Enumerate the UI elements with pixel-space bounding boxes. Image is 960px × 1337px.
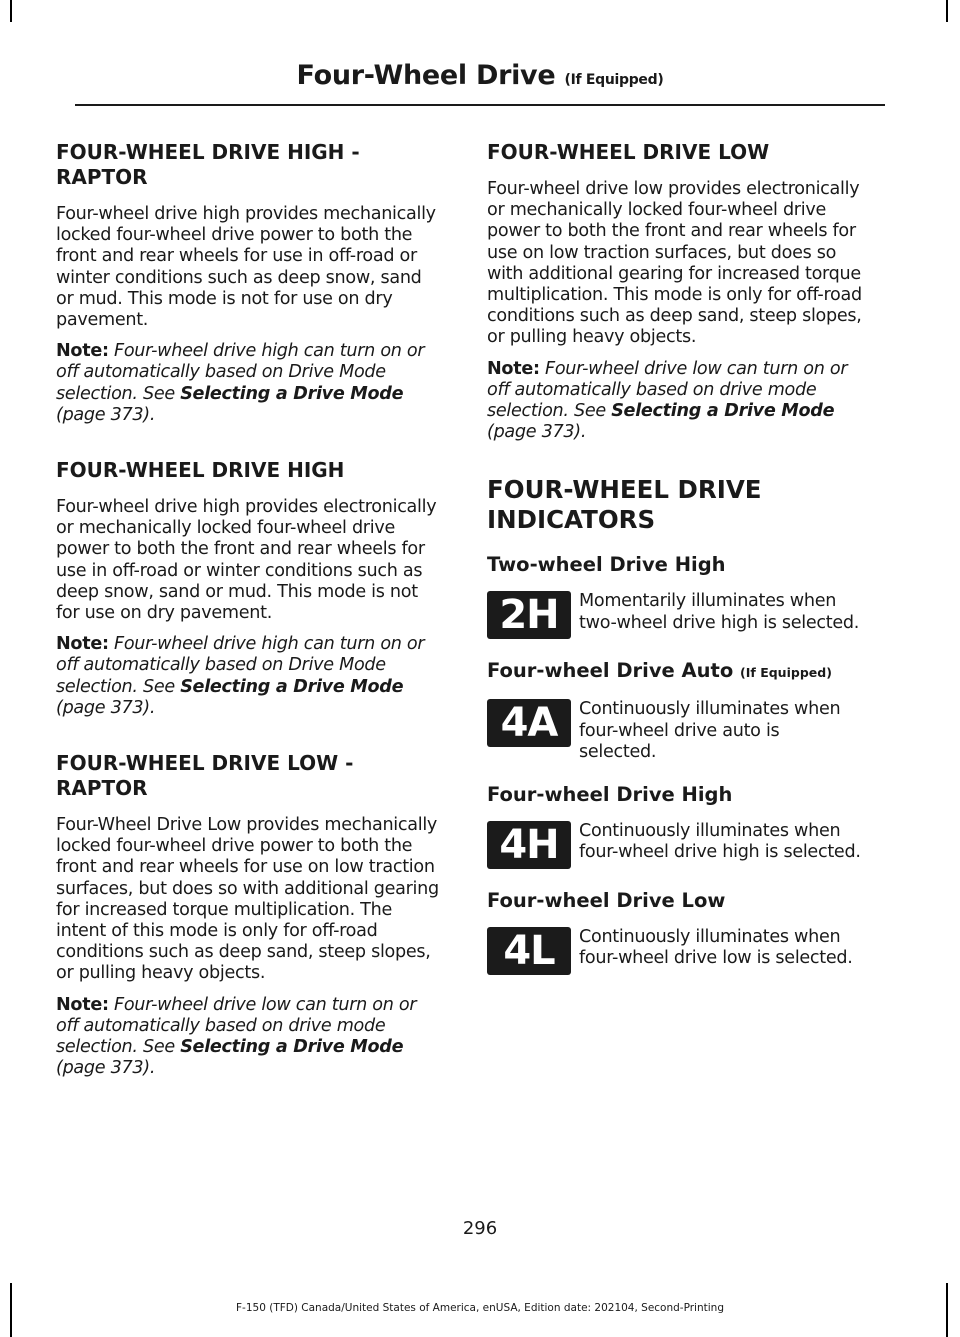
- note: [56, 634, 442, 719]
- note-label: Note:: [56, 341, 109, 362]
- indicator-title-text: Four-wheel Drive High: [487, 783, 733, 807]
- 4l-indicator-icon: 4L: [487, 927, 571, 975]
- indicator-title: [487, 553, 873, 577]
- section-body: Four-wheel drive high provides mechanically locked four-wheel drive power to both the front and rear wheels for use in off-road or winter conditions such as deep snow, sand or mud. This mode is not for use on dry pavement.: [56, 204, 436, 331]
- 4h-indicator-icon: 4H: [487, 821, 571, 869]
- cross-reference-link[interactable]: Selecting a Drive Mode: [611, 401, 835, 422]
- section-heading: FOUR-WHEEL DRIVE LOW - RAPTOR: [56, 751, 354, 801]
- note-page-ref: (page 373).: [56, 697, 156, 718]
- section-body: Four-wheel drive high provides electronically or mechanically locked four-wheel drive power to both the front and rear wheels for use in off-road or winter conditions such as deep snow, sand or mud. This mode is not for use on dry pavement.: [56, 497, 437, 624]
- note-text: Four-wheel drive low can turn on or off automatically based on drive mode selection. See: [56, 994, 417, 1058]
- section-body: Four-wheel drive low provides electronically or mechanically locked four-wheel drive power to both the front and rear wheels for use on low traction surfaces, but does so with additional gearing for increased torque multiplication. This mode is only for off-road conditions such as deep sand, steep slopes, or pulling heavy objects.: [487, 179, 862, 348]
- page-footer: F-150 (TFD) Canada/United States of America, enUSA, Edition date: 202104, Second-Printing: [236, 1302, 724, 1314]
- chapter-heading-line-2: INDICATORS: [487, 505, 656, 535]
- indicator-title-text: Four-wheel Drive Auto: [487, 659, 734, 683]
- page-number: 296: [462, 1218, 498, 1239]
- header-title: Four-Wheel Drive: [296, 60, 556, 91]
- indicator-title: [487, 783, 873, 807]
- cross-reference-link[interactable]: Selecting a Drive Mode: [180, 1037, 404, 1058]
- crop-mark: [946, 0, 948, 22]
- indicator-title-text: Two-wheel Drive High: [487, 553, 726, 577]
- indicator-row: [487, 591, 873, 639]
- note-label: Note:: [487, 358, 540, 379]
- page-header: [0, 60, 960, 91]
- indicator-row: [487, 699, 873, 763]
- indicator-description: Momentarily illuminates when two-wheel drive high is selected.: [579, 591, 860, 633]
- left-column: [56, 140, 442, 1090]
- note-page-ref: (page 373).: [56, 1058, 156, 1079]
- section-heading: FOUR-WHEEL DRIVE LOW: [487, 140, 770, 164]
- indicator-description: Continuously illuminates when four-wheel drive high is selected.: [579, 821, 861, 863]
- cross-reference-link[interactable]: Selecting a Drive Mode: [180, 383, 404, 404]
- note-page-ref: (page 373).: [487, 422, 587, 443]
- header-divider: [75, 104, 885, 106]
- indicator-row: [487, 927, 873, 975]
- indicator-title-suffix: (If Equipped): [740, 665, 832, 681]
- note: [56, 341, 442, 426]
- indicator-title-text: Four-wheel Drive Low: [487, 889, 726, 913]
- section-heading: FOUR-WHEEL DRIVE HIGH - RAPTOR: [56, 140, 360, 189]
- 4a-indicator-icon: 4A: [487, 699, 571, 747]
- note: [56, 995, 442, 1080]
- section-heading: FOUR-WHEEL DRIVE HIGH: [56, 458, 345, 483]
- crop-mark: [10, 0, 12, 22]
- note-text: Four-wheel drive low can turn on or off automatically based on drive mode selection. See: [487, 358, 848, 422]
- indicator-row: [487, 821, 873, 869]
- right-column: [487, 140, 873, 995]
- 2h-indicator-icon: 2H: [487, 591, 571, 639]
- note-text: Four-wheel drive high can turn on or off automatically based on Drive Mode selection. See: [56, 634, 425, 697]
- indicator-title: [487, 889, 873, 913]
- note-label: Note:: [56, 994, 109, 1015]
- chapter-heading-line-1: FOUR-WHEEL DRIVE: [487, 475, 762, 505]
- note-text: Four-wheel drive high can turn on or off automatically based on Drive Mode selection. See: [56, 341, 425, 404]
- note-page-ref: (page 373).: [56, 404, 156, 425]
- note-label: Note:: [56, 634, 109, 655]
- section-body: Four-Wheel Drive Low provides mechanically locked four-wheel drive power to both the front and rear wheels for use on low traction surfaces, but does so with additional gearing for increased torque multiplication. The intent of this mode is only for off-road conditions such as deep sand, steep slopes, or pulling heavy objects.: [56, 815, 439, 984]
- indicator-description: Continuously illuminates when four-wheel drive auto is selected.: [579, 699, 841, 762]
- note: [487, 359, 873, 444]
- cross-reference-link[interactable]: Selecting a Drive Mode: [180, 676, 404, 697]
- header-title-suffix: (If Equipped): [564, 72, 664, 88]
- indicator-description: Continuously illuminates when four-wheel drive low is selected.: [579, 927, 853, 969]
- indicator-title: [487, 659, 873, 685]
- chapter-heading: [487, 475, 873, 535]
